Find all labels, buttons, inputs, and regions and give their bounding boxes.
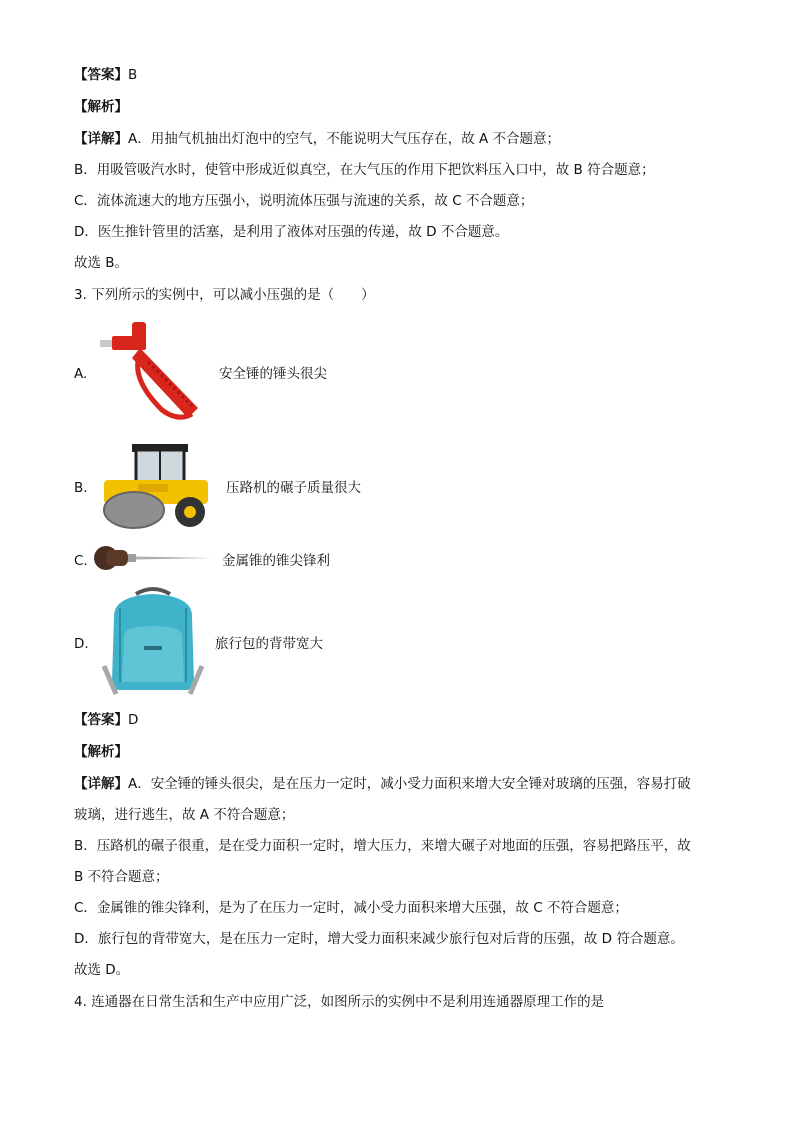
q4-stem: 4. 连通器在日常生活和生产中应用广泛，如图所示的实例中不是利用连通器原理工作的是 [74,994,605,1010]
q3-detail-line-4: B 不符合题意； [74,869,169,885]
backpack-image [98,586,208,700]
q2-detail-line-1: 【详解】A．用抽气机抽出灯泡中的空气，不能说明大气压存在，故 A 不合题意； [74,131,561,147]
metal-awl-image [92,544,214,572]
detail-tag: 【详解】 [74,131,128,147]
answer-value: B [128,67,138,83]
analysis-tag: 【解析】 [74,744,128,760]
q3-stem: 3. 下列所示的实例中，可以减小压强的是（ ） [74,287,375,303]
q2-answer-line [74,65,137,85]
q3-detail-line-1: 【详解】A．安全锤的锤头很尖，是在压力一定时，减小受力面积来增大安全锤对玻璃的压强，容易打破 [74,776,691,792]
q3-detail-line-6: D．旅行包的背带宽大，是在压力一定时，增大受力面积来减少旅行包对后背的压强，故 D 符合题意。 [74,931,684,947]
option-c-text: 金属锥的锥尖锋利 [222,553,330,569]
q3-detail-line-2: 玻璃，进行逃生，故 A 不符合题意； [74,807,295,823]
q3-detail-line-3: B．压路机的碾子很重，是在受力面积一定时，增大压力，来增大碾子对地面的压强，容易把路压平，故 [74,838,691,854]
detail-tag: 【详解】 [74,776,128,792]
q2-detail-line-3: C．流体流速大的地方压强小，说明流体压强与流速的关系，故 C 不合题意； [74,193,534,209]
option-b-letter: B. [74,480,88,496]
q3-answer-line [74,710,138,730]
q3-conclusion: 故选 D。 [74,962,130,978]
option-d-text: 旅行包的背带宽大 [215,636,323,652]
q2-conclusion: 故选 B。 [74,255,129,271]
safety-hammer-image [100,318,208,426]
road-roller-image [98,440,214,532]
answer-tag: 【答案】 [74,712,128,728]
q2-detail-line-2: B．用吸管吸汽水时，使管中形成近似真空，在大气压的作用下把饮料压入口中，故 B 符合题意； [74,162,655,178]
q2-detail-line-4: D．医生推针管里的活塞，是利用了液体对压强的传递，故 D 不合题意。 [74,224,509,240]
analysis-tag: 【解析】 [74,99,128,115]
option-c-letter: C. [74,553,88,569]
option-d-letter: D. [74,636,89,652]
option-a-text: 安全锤的锤头很尖 [219,366,327,382]
option-a-letter: A. [74,366,88,382]
q3-detail-line-5: C．金属锥的锥尖锋利，是为了在压力一定时，减小受力面积来增大压强，故 C 不符合题意； [74,900,628,916]
answer-tag: 【答案】 [74,67,128,83]
option-b-text: 压路机的碾子质量很大 [226,480,361,496]
answer-value: D [128,712,139,728]
